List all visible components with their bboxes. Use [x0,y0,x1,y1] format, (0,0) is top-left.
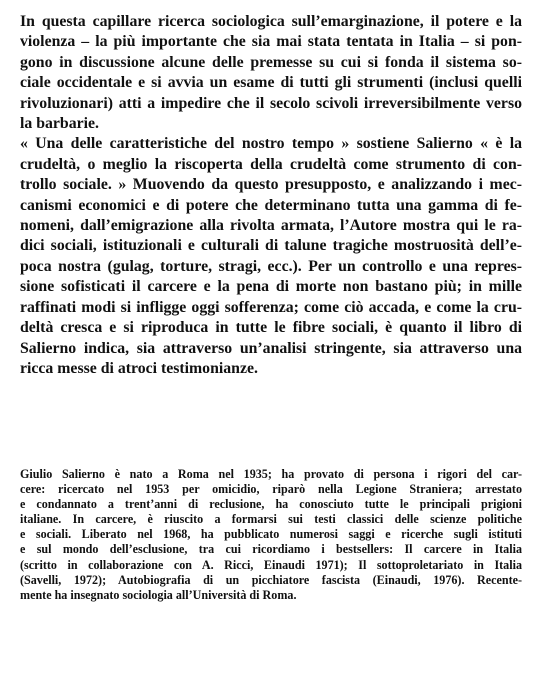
blurb-line: rivoluzionari) atti a impedire che il secolo scivoli irreversibilmente verso [20,94,522,112]
blurb-line: canismi economici e di potere che determinano tutta una gamma di fe- [20,196,522,214]
bio-line: mente ha insegnato sociologia all’Università di Roma. [20,587,297,602]
bio-line: e sul mondo dell’esclusione, tra cui ricordiamo i bestsellers: Il carcere in Italia [20,542,522,557]
blurb-line: deltà cresca e si riproduca in tutte le fibre sociali, è quanto il libro di [20,319,522,337]
blurb-line: ricca messe di atroci testimonianze. [20,359,258,377]
blurb-paragraph-2 [20,134,522,379]
blurb-line: crudeltà, o meglio la riscoperta della crudeltà come strumento di con- [20,155,522,173]
blurb-line: sione sofisticati il carcere e la pena di morte non bastano più; in mille [20,278,522,296]
bio-line: (Savelli, 1972); Autobiografia di un picchiatore fascista (Einaudi, 1976). Recente- [20,572,522,587]
blurb-line: In questa capillare ricerca sociologica sull’emarginazione, il potere e la [20,13,522,30]
blurb-line: « Una delle caratteristiche del nostro tempo » sostiene Salierno « è la [20,135,522,153]
blurb-line: poca nostra (gulag, torture, stragi, ecc.). Per un controllo e una repres- [20,257,522,275]
blurb-line: gono in discussione alcune delle premesse su cui si fonda il sistema so- [20,53,522,71]
blurb-line: raffinati modi si infligge oggi sofferenza; come ciò accada, e come la cru- [20,298,522,316]
blurb-paragraph-1 [20,12,522,134]
blurb-line: la barbarie. [20,115,99,133]
bio-line: (scritto in collaborazione con A. Ricci, Einaudi 1971); Il sottoproletariato in Italia [20,557,522,572]
bio-line: e sociali. Liberato nel 1968, ha pubblicato numerosi saggi e ricerche sugli istituti [20,527,522,542]
bio-line: Giulio Salierno è nato a Roma nel 1935; ha provato di persona i rigori del car- [20,467,522,481]
bio-line: cere: ricercato nel 1953 per omicidio, riparò nella Legione Straniera; arrestato [20,482,522,497]
blurb-line: dici sociali, istituzionali e culturali di talune tragiche mostruosità dell’e- [20,237,522,255]
bio-line: e condannato a trent’anni di reclusione, ha conosciuto tutte le principali prigioni [20,497,522,512]
blurb-line: violenza – la più importante che sia mai stata tentata in Italia – si pon- [20,33,522,51]
blurb-line: nomeni, dall’emigrazione alla rivolta armata, l’Autore mostra qui le ra- [20,217,522,235]
blurb-line: trollo sociale. » Muovendo da questo presupposto, e analizzando i mec- [20,176,522,194]
book-blurb [20,12,522,379]
author-bio [20,467,522,603]
bio-line: italiane. In carcere, è riuscito a formarsi sui testi classici delle scienze politiche [20,512,522,527]
blurb-line: ciale occidentale e si avvia un esame di tutti gli strumenti (inclusi quelli [20,74,522,92]
blurb-line: Salierno indica, sia attraverso un’analisi stringente, sia attraverso una [20,339,522,357]
